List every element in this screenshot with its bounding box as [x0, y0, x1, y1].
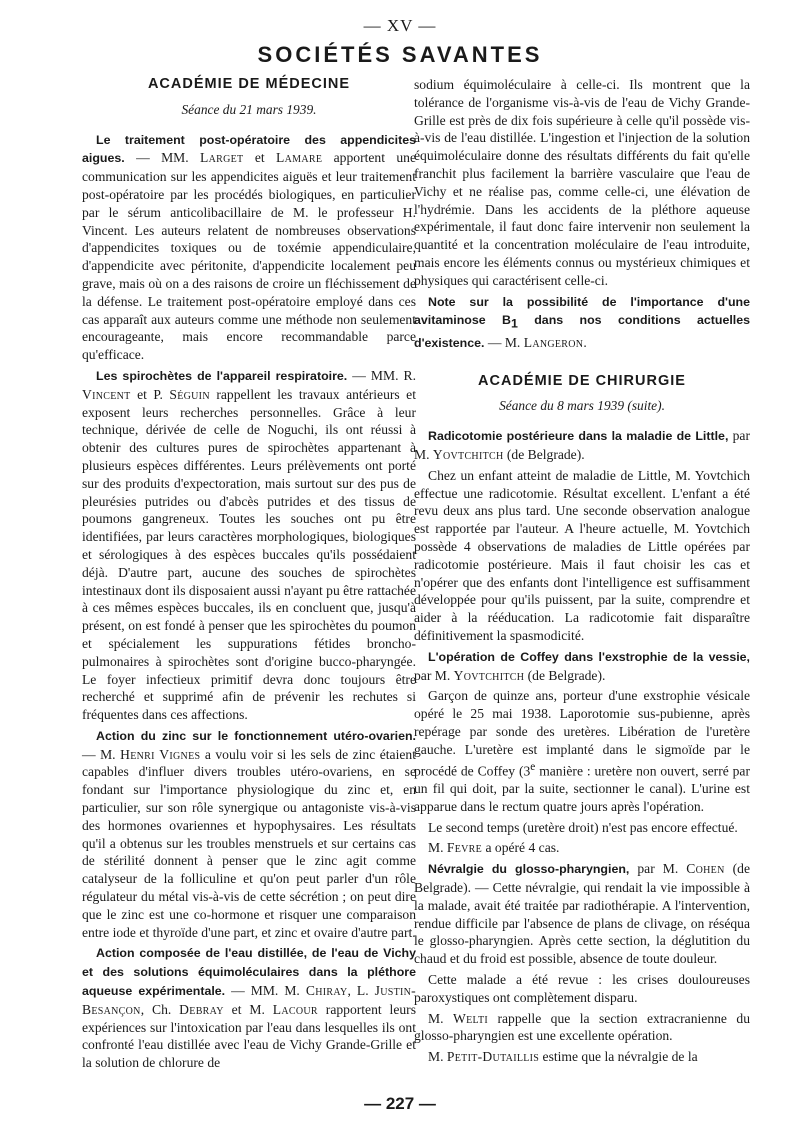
author-name: Cohen [686, 861, 725, 877]
author-name: Justin-Besançon [82, 983, 416, 1017]
article-radicotomie-body: Chez un enfant atteint de maladie de Little, M. Yovtchich effectue une radicotomie. Résultat excellent. L'enfant a été revu deux ans plus tard. Une seconde observation analogue est rapportée par l'auteur. A l'heure actuelle, M. Yovtchich possède 4 observations de maladies de Little opérées par radicotomie postérieure. Mais il faut choisir les cas et n'opérer que des enfants dont l'intelligence est suffisamment développée pour qu'ils puissent, par la suite, comprendre et aider à la rééducation. La radicotomie fait disparaître définitivement la spasmodicité. [414, 467, 750, 644]
page-number: — 227 — [364, 1094, 436, 1113]
author-name: Debray [179, 1001, 224, 1017]
author-name: Petit-Dutaillis [446, 1049, 540, 1065]
article-nevralgie: Névralgie du glosso-pharyngien, par M. Cohen (de Belgrade). — Cette névralgie, qui rendait la vie impossible à la malade, avait été traitée par radiothérapie. A l'intervention, rendue difficile par l'absence de plans de clivage, on réséqua le glosso-pharyngien. Après cette section, la déglutition du chaud et du froid est possible, absence de toute douleur. [414, 861, 750, 967]
article-eau-distillee-continued: sodium équimoléculaire à celle-ci. Ils montrent que la tolérance de l'organisme vis-à-vis de l'eau de Vichy Grande-Grille est près de dix fois supérieure à celle qu'il possède vis-à-vis de l'eau distillée. L'ingestion et l'injection de la solution équimoléculaire donne des résultats différents du fait qu'elle franchit plus facilement la barrière vasculaire que l'eau de Vichy et ne réalise pas, comme celle-ci, une élévation de l'hydrémie. Dans les accidents de la pléthore aqueuse expérimentale, il faut donc faire intervenir non seulement la quantité et la concentration moléculaire de l'eau introduite, mais encore les éléments connus ou mystérieux chimiques et physiques qui caractérisent celle-ci. [414, 77, 750, 288]
article-coffey-body: Garçon de quinze ans, porteur d'une exstrophie vésicale opéré le 25 mai 1938. Laporotomie sus-pubienne, après repérage par sonde des uretères. Libération de l'uretère gauche. L'uretère est implanté dans le sigmoïde par le procédé de Coffey (3e manière : uretère non ouvert, serré par un fil qui doit, par la suite, sectionner le canal). L'urine est apparue dans le rectum quatre jours après l'opération. [414, 688, 750, 814]
author-name: Yovtchitch [432, 447, 504, 463]
author-name: Henri Vignes [120, 746, 201, 762]
right-column [414, 76, 750, 1069]
author-name: Vincent [82, 386, 131, 402]
sitting-date: Séance du 21 mars 1939. [181, 101, 317, 117]
author-name: Fevre [446, 840, 483, 856]
article-avitaminose: Note sur la possibilité de l'importance d'une avitaminose $B_1$ dans nos conditions actuelles d'existence. — M. Langeron. [414, 294, 750, 350]
article-title: Névralgie du glosso-pharyngien, [428, 862, 630, 877]
left-column [82, 76, 416, 1075]
author-name: Langeron [523, 334, 584, 350]
academy-heading-medecine: ACADÉMIE DE MÉDECINE [147, 76, 351, 92]
article-coffey-body-3: M. Fevre a opéré 4 cas. [428, 840, 560, 856]
author-name: Yovtchitch [453, 667, 525, 683]
article-zinc: Action du zinc sur le fonctionnement utéro-ovarien. — M. Henri Vignes a voulu voir si les sels de zinc étaient capables d'influer divers troubles utéro-ovariens, en se fondant sur l'importance physiologique du zinc et, en particulier, sur son rôle synergique ou antagoniste vis-à-vis des hormones ovariennes et hypophysaires. Les résultats qu'il a obtenus sur les troubles menstruels et sur certains cas de stérilité donnent à penser que le zinc agit comme catalyseur de la folliculine et qu'on peut parler d'un rôle régulateur du métal vis-à-vis de cette sécrétion ; on peut dire que le zinc est une co-hormone et risquer une comparaison entre iode et thyroïde d'une part, et zinc et ovaire d'autre part. [82, 728, 416, 940]
article-radicotomie-title: Radicotomie postérieure dans la maladie de Little, par M. Yovtchitch (de Belgrade). [414, 428, 750, 463]
author-name: Welti [452, 1010, 489, 1026]
article-title: Radicotomie postérieure dans la maladie de Little, [428, 429, 729, 444]
article-title: L'opération de Coffey dans l'exstrophie de la vessie, [428, 649, 750, 664]
page-header-roman-numeral: — XV — [363, 16, 437, 35]
author-name: Chiray [305, 983, 348, 999]
article-title: Les spirochètes de l'appareil respiratoire. [96, 368, 348, 383]
author-name: Lacour [272, 1001, 318, 1017]
article-coffey-body-2: Le second temps (uretère droit) n'est pas encore effectué. [428, 819, 738, 835]
article-title: Action composée de l'eau distillée, de l'eau de Vichy et des solutions équimoléculaires dans la pléthore aqueuse expérimentale. [82, 946, 416, 999]
article-title: Le traitement post-opératoire des appendicites aigues. [82, 132, 416, 166]
academy-heading-chirurgie: ACADÉMIE DE CHIRURGIE [478, 372, 686, 389]
article-coffey-title: L'opération de Coffey dans l'exstrophie de la vessie, par M. Yovtchitch (de Belgrade). [414, 649, 750, 683]
author-name: Larget [200, 150, 244, 166]
author-name: Séguin [169, 386, 210, 402]
article-nevralgie-body-3: M. Welti rappelle que la section extracranienne du glosso-pharyngien est une excellente opération. [414, 1010, 750, 1044]
article-nevralgie-body-2: Cette malade a été revue : les crises douloureuses paroxystiques ont complètement disparu. [414, 971, 750, 1005]
article-spirochetes: Les spirochètes de l'appareil respiratoire. — MM. R. Vincent et P. Séguin rappellent les travaux antérieurs et exposent leurs recherches personnelles. Grâce à leur technique, dérivée de celle de Noguchi, ils ont réussi à obtenir des cultures pures de spirochètes appartenant à plusieurs espèces différentes. Leurs prélèvements ont porté sur des produits d'expectoration, mais surtout sur des pus de pleurésies putrides ou d'abcès putrides et des tissus de poumons gangreneux. Toutes les souches ont pu être identifiées, par leurs caractères morphologiques, biologiques et sérologiques à des espèces buccales qu'ils possédaient déjà. D'autre part, aucune des souches de spirochètes intestinaux dont ils disposaient aussi n'ayant pu être rattachée à ces mêmes espèces buccales, ils en concluent que, jusqu'à présent, on est fondé à penser que les spirochètes du poumon et spécialement les suppurations fétides broncho-pulmonaires à spirochètes sont d'origine bucco-pharyngée. Le foyer infectieux primitif devra donc toujours être recherché et supprimé afin de prévenir les rechutes si fréquentes dans ces affections. [82, 367, 416, 723]
author-name: Lamare [276, 150, 323, 166]
section-title: SOCIÉTÉS SAVANTES [257, 42, 543, 67]
sitting-date: Séance du 8 mars 1939 (suite). [499, 398, 665, 414]
article-eau-distillee: Action composée de l'eau distillée, de l'eau de Vichy et des solutions équimoléculaires dans la pléthore aqueuse expérimentale. — MM. M. Chiray, L. Justin-Besançon, Ch. Debray et M. Lacour rapportent leurs expériences sur l'intoxication par l'eau dans lesquelles ils ont confronté l'eau distillée avec l'eau de Vichy Grande-Grille et la solution de chlorure de [82, 946, 416, 1071]
article-nevralgie-body-4: M. Petit-Dutaillis estime que la névralgie de la [428, 1049, 698, 1065]
article-title: Note sur la possibilité de l'importance d'une avitaminose B [414, 294, 750, 328]
article-appendicites: Le traitement post-opératoire des appendicites aigues. — MM. Larget et Lamare apportent une communication sur les appendicites aiguës et leur traitement post-opératoire par les procédés biologiques, en particulier par le sérum anticolibacillaire de M. le professeur H. Vincent. Les auteurs relatent de nombreuses observations d'appendicites toxiques ou de toxémie appendiculaire, d'appendicite avec péritonite, d'appendicite localement peu grave, mais où on a des raisons de croire un fléchissement de la défense. Le traitement post-opératoire employé dans ces cas apparaît aux auteurs comme une méthode non seulement encourageante, mais encore recommandable parce qu'efficace. [82, 132, 416, 363]
article-title: Action du zinc sur le fonctionnement utéro-ovarien. [96, 728, 416, 743]
